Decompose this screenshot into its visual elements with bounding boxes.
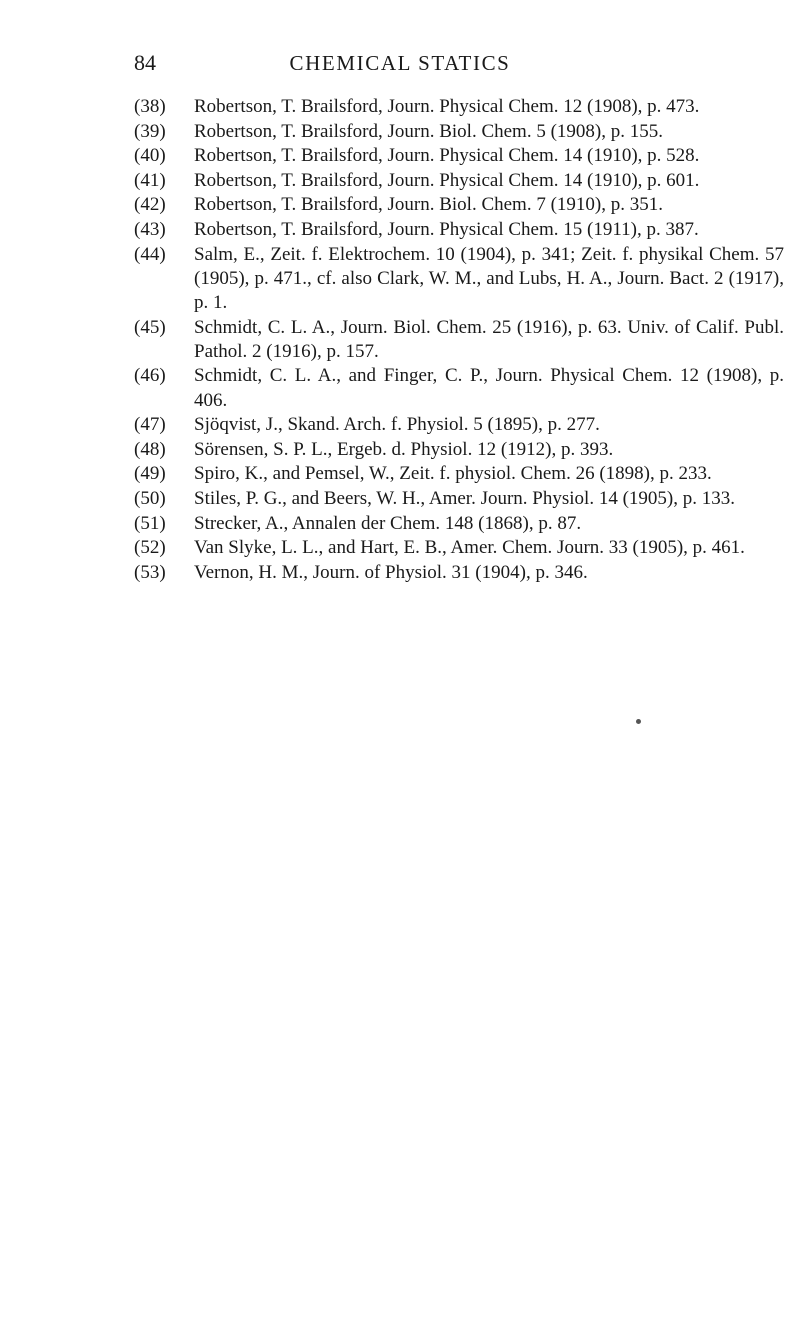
reference-text: Robertson, T. Brailsford, Journ. Physical Chem. 14 (1910), p. 528.: [194, 145, 700, 167]
reference-item: [134, 193, 784, 217]
reference-text: Robertson, T. Brailsford, Journ. Physical Chem. 12 (1908), p. 473.: [194, 96, 700, 117]
reference-number: (50): [134, 487, 166, 509]
reference-text: Schmidt, C. L. A., Journ. Biol. Chem. 25 (1916), p. 63. Univ. of Calif. Publ. Pathol. 2 (1916), p. 157.: [194, 316, 784, 362]
reference-item: [134, 144, 784, 168]
page-header: [0, 48, 800, 78]
reference-text: Salm, E., Zeit. f. Elektrochem. 10 (1904), p. 341; Zeit. f. physikal Chem. 57 (1905), p. 471., cf. also Clark, W. M., and Lubs, H. A., Journ. Bact. 2 (1917), p. 1.: [194, 243, 784, 313]
reference-item: [134, 438, 784, 462]
ink-speck: [636, 719, 641, 724]
reference-item: [134, 413, 784, 437]
reference-text: Stiles, P. G., and Beers, W. H., Amer. Journ. Physiol. 14 (1905), p. 133.: [194, 487, 735, 509]
reference-text: Robertson, T. Brailsford, Journ. Physical Chem. 15 (1911), p. 387.: [194, 218, 699, 240]
reference-number: (46): [134, 365, 166, 387]
reference-text: Schmidt, C. L. A., and Finger, C. P., Journ. Physical Chem. 12 (1908), p. 406.: [194, 365, 784, 411]
reference-item: [134, 462, 784, 486]
reference-number: (40): [134, 145, 166, 167]
reference-number: (53): [134, 561, 166, 583]
reference-item: [134, 487, 784, 511]
reference-number: (44): [134, 243, 166, 265]
reference-text: Robertson, T. Brailsford, Journ. Biol. Chem. 7 (1910), p. 351.: [194, 194, 663, 216]
reference-item: [134, 561, 784, 585]
reference-text: Robertson, T. Brailsford, Journ. Biol. Chem. 5 (1908), p. 155.: [194, 120, 663, 142]
reference-item: [134, 120, 784, 144]
reference-item: [134, 218, 784, 242]
reference-text: Sjöqvist, J., Skand. Arch. f. Physiol. 5 (1895), p. 277.: [194, 414, 600, 436]
reference-number: (43): [134, 218, 166, 240]
reference-item: [134, 169, 784, 193]
reference-item: [134, 243, 784, 316]
reference-number: (52): [134, 537, 166, 559]
page-number: 84: [134, 50, 156, 75]
reference-text: Sörensen, S. P. L., Ergeb. d. Physiol. 12 (1912), p. 393.: [194, 438, 614, 460]
reference-number: (45): [134, 316, 166, 338]
reference-item: [134, 512, 784, 536]
reference-number: (47): [134, 414, 166, 436]
reference-number: (41): [134, 169, 166, 191]
reference-number: (42): [134, 194, 166, 216]
reference-number: (39): [134, 120, 166, 142]
reference-text: Van Slyke, L. L., and Hart, E. B., Amer. Chem. Journ. 33 (1905), p. 461.: [194, 537, 745, 559]
reference-number: (48): [134, 438, 166, 460]
reference-item: [134, 316, 784, 364]
reference-item: [134, 536, 784, 560]
reference-number: (49): [134, 463, 166, 485]
reference-text: Spiro, K., and Pemsel, W., Zeit. f. physiol. Chem. 26 (1898), p. 233.: [194, 463, 712, 485]
reference-list: [134, 95, 784, 585]
reference-text: Robertson, T. Brailsford, Journ. Physical Chem. 14 (1910), p. 601.: [194, 169, 700, 191]
reference-item: [134, 364, 784, 412]
reference-number: (51): [134, 512, 166, 534]
reference-item: [134, 95, 784, 119]
reference-text: Vernon, H. M., Journ. of Physiol. 31 (1904), p. 346.: [194, 561, 588, 583]
reference-text: Strecker, A., Annalen der Chem. 148 (1868), p. 87.: [194, 512, 582, 534]
running-title: CHEMICAL STATICS: [289, 51, 511, 75]
reference-number: (38): [134, 96, 166, 117]
